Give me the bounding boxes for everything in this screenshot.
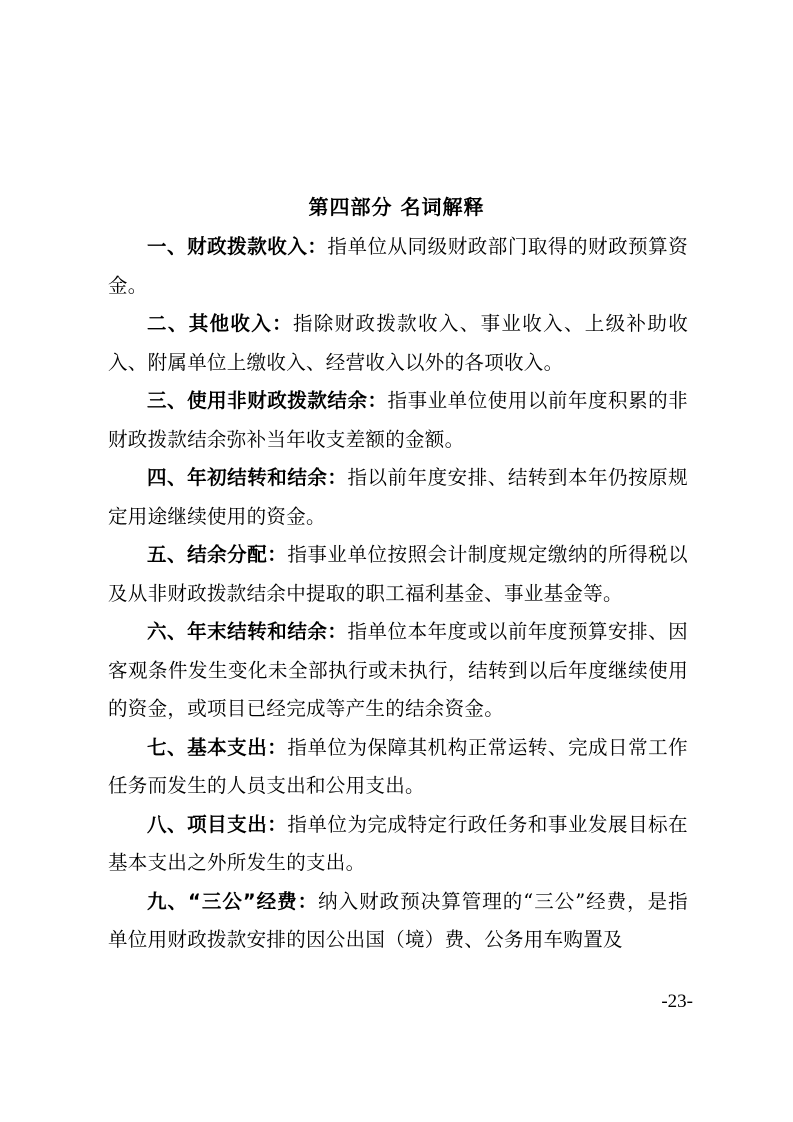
definition-term: 八、项目支出： [147, 812, 288, 836]
definition-text: 指单位本年度或以前年度预算安排、因客观条件发生变化未全部执行或未执行，结转到以后年度继续使用的资金，或项目已经完成等产生的结余资金。 [108, 620, 688, 720]
definition-item [108, 305, 688, 382]
definition-text: 指单位从同级财政部门取得的财政预算资金。 [108, 235, 689, 297]
definition-term: 七、基本支出： [147, 735, 288, 759]
definition-item [108, 459, 688, 536]
definition-text: 纳入财政预决算管理的“三公”经费，是指单位用财政拨款安排的因公出国（境）费、公务用车购置及 [108, 889, 688, 951]
definition-text: 指事业单位使用以前年度积累的非财政拨款结余弥补当年收支差额的金额。 [108, 389, 688, 451]
definition-term: 九、“三公”经费： [147, 889, 319, 913]
definition-item [108, 536, 688, 613]
definition-text: 指除财政拨款收入、事业收入、上级补助收入、附属单位上缴收入、经营收入以外的各项收入。 [108, 312, 688, 374]
definition-term: 二、其他收入： [147, 312, 293, 335]
page-number: -23- [661, 991, 693, 1012]
definition-text: 指以前年度安排、结转到本年仍按原规定用途继续使用的资金。 [108, 466, 688, 528]
definition-item [108, 228, 688, 305]
definition-item [108, 806, 688, 883]
definition-item [108, 613, 688, 729]
definition-term: 六、年末结转和结余： [147, 620, 348, 643]
definition-item [108, 883, 688, 960]
definitions-list [108, 228, 688, 960]
definition-item [108, 382, 688, 459]
definition-term: 五、结余分配： [147, 543, 288, 566]
definition-term: 三、使用非财政拨款结余： [147, 389, 388, 412]
definition-item [108, 729, 688, 806]
definition-text: 指单位为完成特定行政任务和事业发展目标在基本支出之外所发生的支出。 [108, 812, 688, 874]
definition-text: 指事业单位按照会计制度规定缴纳的所得税以及从非财政拨款结余中提取的职工福利基金、事业基金等。 [108, 543, 688, 605]
page-title: 第四部分 名词解释 [308, 195, 485, 219]
definition-term: 一、财政拨款收入： [147, 235, 328, 258]
definition-text: 指单位为保障其机构正常运转、完成日常工作任务而发生的人员支出和公用支出。 [108, 735, 688, 797]
definition-term: 四、年初结转和结余： [147, 466, 348, 489]
